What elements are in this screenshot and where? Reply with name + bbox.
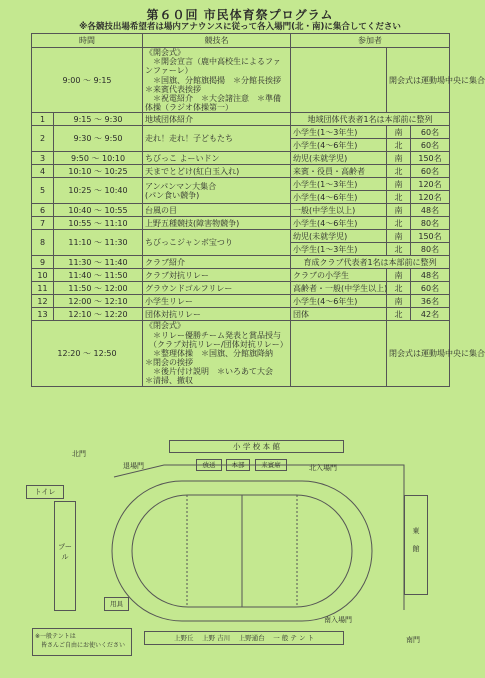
table-row xyxy=(32,204,450,217)
participant-group: 小学生(1〜3年生) xyxy=(291,178,387,191)
entry-gate: 北 xyxy=(387,243,411,256)
table-row xyxy=(32,282,450,295)
event-name: 小学生リレー xyxy=(143,295,291,308)
event-name: ちびっこ よーいドン xyxy=(143,152,291,165)
participant-count: 48名 xyxy=(411,204,450,217)
tent-label-ueno-toridai: 上野通台 xyxy=(238,634,265,642)
gathering-notice: ※各競技出場希望者は場内アナウンスに従って各入場門(北・南)に集合してください xyxy=(79,22,401,32)
guest-seats: 来賓席 xyxy=(255,459,287,471)
event-number: 6 xyxy=(32,204,54,217)
table-row xyxy=(32,217,450,230)
table-row xyxy=(32,230,450,243)
table-row xyxy=(32,152,450,165)
south-entry-gate: 南入場門 xyxy=(324,616,352,624)
event-time: 10:40 〜 10:55 xyxy=(54,204,143,217)
entry-gate: 北 xyxy=(387,191,411,204)
event-time: 10:25 〜 10:40 xyxy=(54,178,143,204)
participant-count: 48名 xyxy=(411,269,450,282)
entry-gate: 北 xyxy=(387,308,411,321)
participant-count: 42名 xyxy=(411,308,450,321)
closing-line: ＊後片付け説明 ＊いろあて大会 ＊清掃、撤収 xyxy=(145,367,281,386)
event-number: 13 xyxy=(32,308,54,321)
participant-note: 地域団体代表者1名は本部前に整列 xyxy=(291,113,450,126)
boundary-line xyxy=(114,465,404,610)
event-number: 5 xyxy=(32,178,54,204)
entry-gate: 南 xyxy=(387,295,411,308)
table-row xyxy=(32,295,450,308)
event-name: 上野五種競技(障害物競争) xyxy=(143,217,291,230)
event-name: クラブ対抗リレー xyxy=(143,269,291,282)
event-time: 9:15 〜 9:30 xyxy=(54,113,143,126)
north-entry-gate: 北入場門 xyxy=(309,464,337,472)
participant-count: 80名 xyxy=(411,217,450,230)
participant-group: 小学生(4〜6年生) xyxy=(291,295,387,308)
participant-count: 60名 xyxy=(411,282,450,295)
participant-count: 60名 xyxy=(411,126,450,139)
tent-row xyxy=(144,631,344,645)
participant-group: 小学生(4〜6年生) xyxy=(291,191,387,204)
event-time: 11:30 〜 11:40 xyxy=(54,256,143,269)
event-number: 7 xyxy=(32,217,54,230)
event-name: 走れ！走れ！子どもたち xyxy=(143,126,291,152)
table-row xyxy=(32,269,450,282)
participant-count: 120名 xyxy=(411,178,450,191)
page-title: 第６０回 市民体育祭プログラム xyxy=(146,8,334,22)
opening-line: ＊祝電紹介 ＊大会諸注意 ＊準備体操（ラジオ体操第一） xyxy=(145,93,281,113)
entry-gate: 南 xyxy=(387,152,411,165)
event-time: 11:10 〜 11:30 xyxy=(54,230,143,256)
entry-gate: 北 xyxy=(387,139,411,152)
event-number: 2 xyxy=(32,126,54,152)
opening-line: 《開会式》 xyxy=(145,48,185,57)
event-number: 8 xyxy=(32,230,54,256)
closing-line: ＊整理体操 ＊国旗、分館旗降納 ＊閉会の挨拶 xyxy=(145,348,281,368)
event-number: 3 xyxy=(32,152,54,165)
headquarters-tent: 本部 xyxy=(226,459,250,471)
east-building: 東 館 xyxy=(404,495,428,595)
tent-label-general: 一 般 テ ン ト xyxy=(273,634,315,642)
tent-footnote: ※一般テントは 皆さんご自由にお使いください xyxy=(32,628,132,656)
event-number: 12 xyxy=(32,295,54,308)
participant-group: 団体 xyxy=(291,308,387,321)
closing-blank xyxy=(291,321,387,386)
closing-line: ＊リレー優勝チーム発表と賞品授与 xyxy=(145,330,281,340)
participant-count: 60名 xyxy=(411,165,450,178)
south-gate: 南門 xyxy=(406,636,420,644)
header-event: 競技名 xyxy=(143,34,291,48)
participant-group: 小学生(1〜3年生) xyxy=(291,243,387,256)
entry-gate: 南 xyxy=(387,204,411,217)
entry-gate: 南 xyxy=(387,269,411,282)
entry-gate: 北 xyxy=(387,217,411,230)
opening-time: 9:00 〜 9:15 xyxy=(32,48,143,113)
participant-note: 育成クラブ代表者1名は本部前に整列 xyxy=(291,256,450,269)
participant-group: 小学生(1〜3年生) xyxy=(291,126,387,139)
table-row xyxy=(32,308,450,321)
participant-group: 幼児(未就学児) xyxy=(291,152,387,165)
event-name: グラウンドゴルフリレー xyxy=(143,282,291,295)
opening-ceremony-row xyxy=(32,48,450,113)
participant-group: 高齢者・一般(中学生以上) xyxy=(291,282,387,295)
event-name: ちびっこジャンボ宝つり xyxy=(143,230,291,256)
table-row xyxy=(32,256,450,269)
event-name: 天までとどけ(紅白玉入れ) xyxy=(143,165,291,178)
event-time: 11:50 〜 12:00 xyxy=(54,282,143,295)
event-time: 10:10 〜 10:25 xyxy=(54,165,143,178)
header-participants: 参加者 xyxy=(291,34,450,48)
event-name: 地域団体紹介 xyxy=(143,113,291,126)
table-row xyxy=(32,126,450,139)
event-time: 12:10 〜 12:20 xyxy=(54,308,143,321)
opening-blank xyxy=(291,48,387,113)
event-time: 12:00 〜 12:10 xyxy=(54,295,143,308)
closing-program xyxy=(143,321,291,386)
event-time: 10:55 〜 11:10 xyxy=(54,217,143,230)
participant-count: 80名 xyxy=(411,243,450,256)
event-name: 団体対抗リレー xyxy=(143,308,291,321)
header-time: 時間 xyxy=(32,34,143,48)
opening-line: ＊国旗、分館旗掲揚 ＊分館長挨拶 ＊来賓代表挨拶 xyxy=(145,75,289,94)
entry-gate: 南 xyxy=(387,230,411,243)
participant-count: 150名 xyxy=(411,230,450,243)
closing-line: （クラブ対抗リレー/団体対抗リレー） xyxy=(145,339,288,349)
table-header xyxy=(32,34,450,48)
entry-gate: 南 xyxy=(387,178,411,191)
participant-group: 小学生(4〜6年生) xyxy=(291,217,387,230)
opening-program xyxy=(143,48,291,113)
school-building: 小 学 校 本 館 xyxy=(169,440,344,453)
event-number: 11 xyxy=(32,282,54,295)
closing-ceremony-row xyxy=(32,321,450,386)
participant-count: 60名 xyxy=(411,139,450,152)
participant-count: 120名 xyxy=(411,191,450,204)
pool: プール xyxy=(54,501,76,611)
participant-count: 150名 xyxy=(411,152,450,165)
broadcast-tent: 放送 xyxy=(196,459,222,471)
event-time: 11:40 〜 11:50 xyxy=(54,269,143,282)
event-number: 9 xyxy=(32,256,54,269)
north-gate: 北門 xyxy=(72,450,86,458)
participant-group: 来賓・役員・高齢者 xyxy=(291,165,387,178)
toilet: トイレ xyxy=(26,485,64,499)
closing-note: 閉会式は運動場中央に集合 xyxy=(387,321,450,386)
equipment-storage: 用具 xyxy=(104,597,129,611)
entry-gate: 南 xyxy=(387,126,411,139)
participant-group: 幼児(未就学児) xyxy=(291,230,387,243)
tent-label-ueno-oka: 上野丘 xyxy=(173,634,194,642)
event-number: 1 xyxy=(32,113,54,126)
event-name: アンパンマン大集合 (パン食い競争) xyxy=(143,178,291,204)
tent-label-ueno-yoshikawa: 上野 吉川 xyxy=(202,634,231,642)
entry-gate: 北 xyxy=(387,165,411,178)
event-number: 10 xyxy=(32,269,54,282)
participant-count: 36名 xyxy=(411,295,450,308)
participant-group: 小学生(4〜6年生) xyxy=(291,139,387,152)
program-table xyxy=(31,33,485,387)
event-number: 4 xyxy=(32,165,54,178)
participant-group: 一般(中学生以上) xyxy=(291,204,387,217)
closing-time: 12:20 〜 12:50 xyxy=(32,321,143,386)
opening-line: ＊開会宣言（鹿中高校生によるファンファーレ） xyxy=(145,57,281,76)
venue-map xyxy=(24,435,454,675)
event-time: 9:30 〜 9:50 xyxy=(54,126,143,152)
entry-gate: 北 xyxy=(387,282,411,295)
table-row xyxy=(32,178,450,191)
table-row xyxy=(32,165,450,178)
event-name: 台風の目 xyxy=(143,204,291,217)
event-time: 9:50 〜 10:10 xyxy=(54,152,143,165)
retire-gate: 退場門 xyxy=(123,462,144,470)
opening-note: 開会式は運動場中央に集合 xyxy=(387,48,450,113)
event-name: クラブ紹介 xyxy=(143,256,291,269)
closing-line: 《閉会式》 xyxy=(145,321,185,331)
participant-group: クラブの小学生 xyxy=(291,269,387,282)
table-row xyxy=(32,113,450,126)
